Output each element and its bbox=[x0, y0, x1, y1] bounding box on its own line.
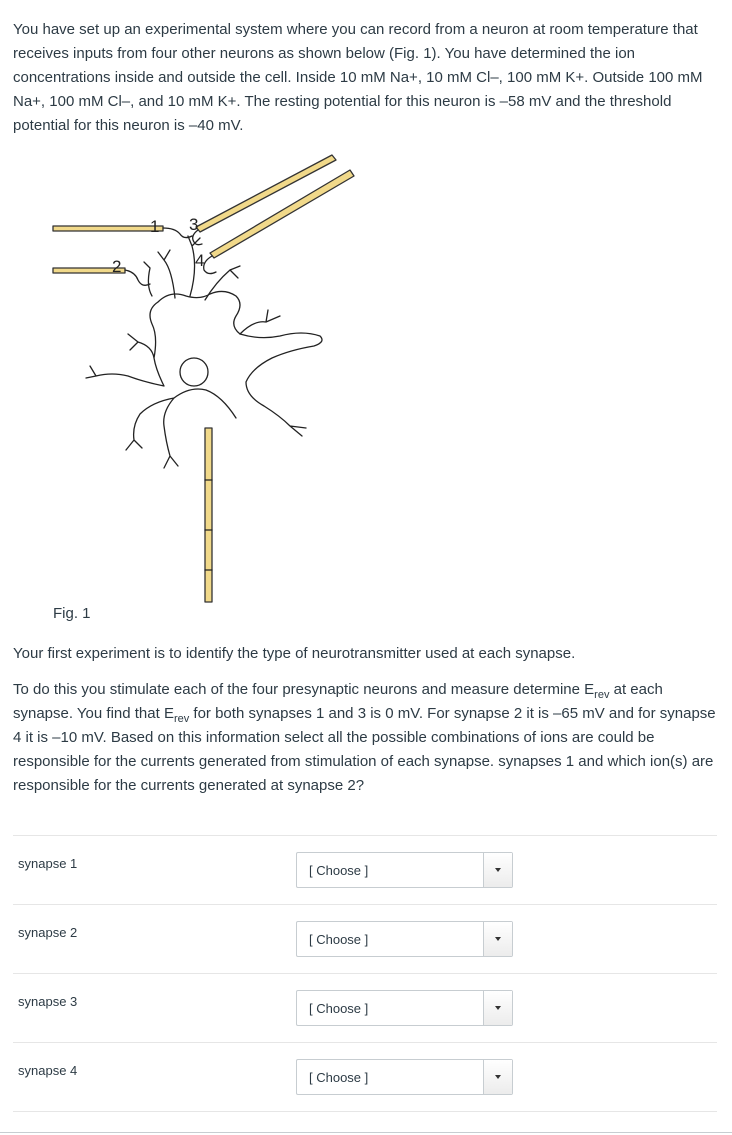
figure-caption: Fig. 1 bbox=[53, 605, 91, 622]
question-intro: You have set up an experimental system where you can record from a neuron at room temperature that receives inputs from four other neurons as shown below (Fig. 1). You have determined the ion concentrations inside and outside the cell. Inside 10 mM Na+, 10 mM Cl–, 100 mM K+. Outside 100 mM Na+, 100 mM Cl–, and 10 mM K+. The resting potential for this neuron is –58 mV and the threshold potential for this neuron is –40 mV. bbox=[13, 21, 703, 134]
bottom-divider bbox=[0, 1132, 732, 1133]
synapse-label-3: 3 bbox=[189, 215, 199, 234]
select-value: [ Choose ] bbox=[309, 1001, 369, 1016]
synapse-1-select[interactable] bbox=[296, 852, 513, 888]
presynaptic-axon-1 bbox=[53, 226, 192, 238]
nucleus bbox=[180, 358, 208, 386]
question-paragraph-1: Your first experiment is to identify the type of neurotransmitter used at each synapse. bbox=[13, 645, 576, 662]
para2-text-2: at each synapse. You find that E bbox=[13, 681, 663, 722]
dropdown-arrow-icon[interactable] bbox=[483, 1060, 512, 1094]
dropdown-arrow-icon[interactable] bbox=[483, 922, 512, 956]
select-value: [ Choose ] bbox=[309, 1070, 369, 1085]
synapse-3-select[interactable] bbox=[296, 990, 513, 1026]
synapse-label-4: 4 bbox=[195, 251, 205, 270]
match-row-synapse-1 bbox=[13, 835, 717, 904]
presynaptic-axon-2 bbox=[53, 268, 150, 285]
neuron-diagram bbox=[40, 150, 380, 610]
neuron-figure bbox=[40, 150, 380, 610]
synapse-2-select[interactable] bbox=[296, 921, 513, 957]
synapse-4-select[interactable] bbox=[296, 1059, 513, 1095]
dropdown-arrow-icon[interactable] bbox=[483, 853, 512, 887]
para2-text-3: for both synapses 1 and 3 is 0 mV. For synapse 2 it is –65 mV and for synapse 4 it is –10 mV. Based on this information select all the possible combinations of ions are could be responsible for the currents generated from stimulation of each synapse. synapses 1 and which ion(s) are responsible for the currents generated at synapse 2? bbox=[13, 705, 716, 794]
match-row-synapse-2 bbox=[13, 904, 717, 973]
match-label: synapse 2 bbox=[18, 925, 78, 940]
dropdown-arrow-icon[interactable] bbox=[483, 991, 512, 1025]
match-row-synapse-4 bbox=[13, 1042, 717, 1112]
question-paragraph-2 bbox=[13, 678, 721, 798]
synapse-label-1: 1 bbox=[150, 217, 160, 236]
match-label: synapse 3 bbox=[18, 994, 78, 1009]
match-label: synapse 4 bbox=[18, 1063, 78, 1078]
e-rev-subscript-2: rev bbox=[173, 713, 190, 725]
e-rev-subscript-1: rev bbox=[594, 689, 610, 701]
select-value: [ Choose ] bbox=[309, 932, 369, 947]
postsynaptic-axon bbox=[205, 428, 212, 602]
para2-text-1: To do this you stimulate each of the four presynaptic neurons and measure determine E bbox=[13, 681, 595, 698]
match-label: synapse 1 bbox=[18, 856, 78, 871]
matching-answers bbox=[13, 835, 717, 1112]
match-row-synapse-3 bbox=[13, 973, 717, 1042]
select-value: [ Choose ] bbox=[309, 863, 369, 878]
synapse-label-2: 2 bbox=[112, 257, 122, 276]
